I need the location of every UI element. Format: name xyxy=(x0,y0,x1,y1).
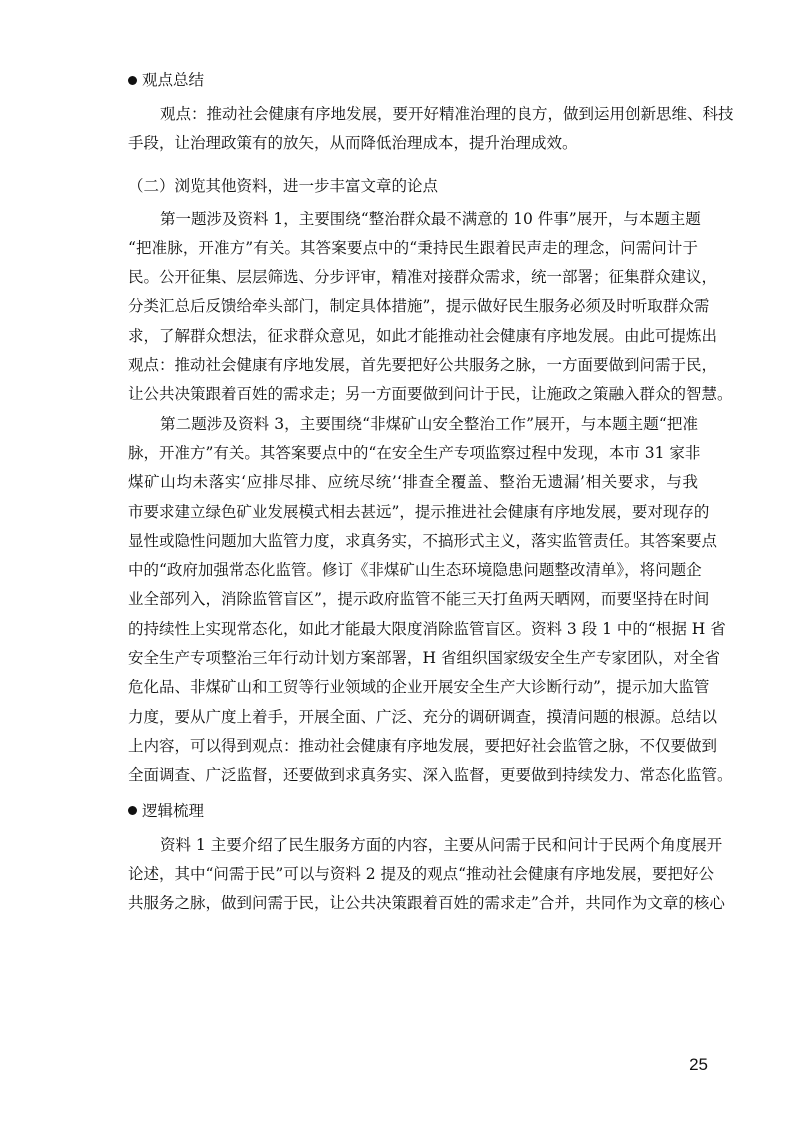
text-line: 观点：推动社会健康有序地发展，首先要把好公共服务之脉，一方面要做到问需于民， xyxy=(128,356,718,375)
text-line: 共服务之脉，做到问需于民，让公共决策跟着百姓的需求走”合并，共同作为文章的核心 xyxy=(128,894,725,913)
heading-text: 观点总结 xyxy=(142,71,205,89)
text-line: 观点：推动社会健康有序地发展，要开好精准治理的良方，做到运用创新思维、科技 xyxy=(160,105,734,123)
text-line: 资料 1 主要介绍了民生服务方面的内容，主要从问需于民和问计于民两个角度展开 xyxy=(160,835,723,854)
text-line: 上内容，可以得到观点：推动社会健康有序地发展，要把好社会监管之脉，不仅要做到 xyxy=(128,736,718,755)
text-line: 煤矿山均未落实‘应排尽排、应统尽统’‘排查全覆盖、整治无遗漏’相关要求，与我 xyxy=(128,473,698,492)
text-line: 第一题涉及资料 1，主要围绕“整治群众最不满意的 10 件事”展开，与本题主题 xyxy=(160,209,701,228)
paragraph-material-3 xyxy=(128,410,733,791)
text-line: 市要求建立绿色矿业发展模式相去甚远”，提示推进社会健康有序地发展，要对现存的 xyxy=(128,502,710,521)
text-line: 显性或隐性问题加大监管力度，求真务实，不搞形式主义，落实监管责任。其答案要点 xyxy=(128,531,718,550)
summary-paragraph xyxy=(128,100,734,159)
text-line: 安全生产专项整治三年行动计划方案部署，H 省组织国家级安全生产专家团队，对全省 xyxy=(128,649,720,668)
page-content xyxy=(128,60,734,918)
subsection-heading: （二）浏览其他资料，进一步丰富文章的论点 xyxy=(128,176,439,195)
text-line: 的持续性上实现常态化，如此才能最大限度消除监管盲区。资料 3 段 1 中的“根据 H 省 xyxy=(128,619,726,638)
text-line: “把准脉，开准方”有关。其答案要点中的“秉持民生跟着民声走的理念，问需问计于 xyxy=(128,238,698,257)
text-line: 第二题涉及资料 3，主要围绕“非煤矿山安全整治工作”展开，与本题主题“把准 xyxy=(160,414,698,433)
text-line: 手段，让治理政策有的放矢，从而降低治理成本，提升治理成效。 xyxy=(128,134,578,153)
text-line: 民。公开征集、层层筛选、分步评审，精准对接群众需求，统一部署；征集群众建议， xyxy=(128,268,718,287)
text-line: 论述，其中“问需于民”可以与资料 2 提及的观点“推动社会健康有序地发展，要把好公 xyxy=(128,864,714,883)
text-line: 让公共决策跟着百姓的需求走；另一方面要做到问计于民，让施政之策融入群众的智慧。 xyxy=(128,385,733,404)
text-line: 力度，要从广度上着手，开展全面、广泛、充分的调研调查，摸清问题的根源。总结以 xyxy=(128,707,718,726)
text-line: 危化品、非煤矿山和工贸等行业领域的企业开展安全生产大诊断行动”，提示加大监管 xyxy=(128,678,710,697)
section-heading-summary xyxy=(128,60,698,100)
page-number: 25 xyxy=(689,1055,708,1074)
text-line: 业全部列入，消除监管盲区”，提示政府监管不能三天打鱼两天晒网，而要坚持在时间 xyxy=(128,590,710,609)
bullet-icon xyxy=(128,806,137,815)
section-heading-logic xyxy=(128,791,698,831)
text-line: 求，了解群众想法，征求群众意见，如此才能推动社会健康有序地发展。由此可提炼出 xyxy=(128,326,718,345)
heading-text: 逻辑梳理 xyxy=(142,801,205,820)
text-line: 脉，开准方”有关。其答案要点中的“在安全生产专项监察过程中发现，本市 31 家非 xyxy=(128,443,701,462)
paragraph-logic xyxy=(128,831,725,919)
text-line: 全面调查、广泛监督，还要做到求真务实、深入监督，更要做到持续发力、常态化监管。 xyxy=(128,766,733,785)
text-line: 中的“政府加强常态化监管。修订《非煤矿山生态环境隐患问题整改清单》，将问题企 xyxy=(128,561,702,580)
paragraph-material-1 xyxy=(128,205,733,410)
bullet-icon xyxy=(128,76,137,85)
text-line: 分类汇总后反馈给牵头部门，制定具体措施”，提示做好民生服务必须及时听取群众需 xyxy=(128,297,710,316)
